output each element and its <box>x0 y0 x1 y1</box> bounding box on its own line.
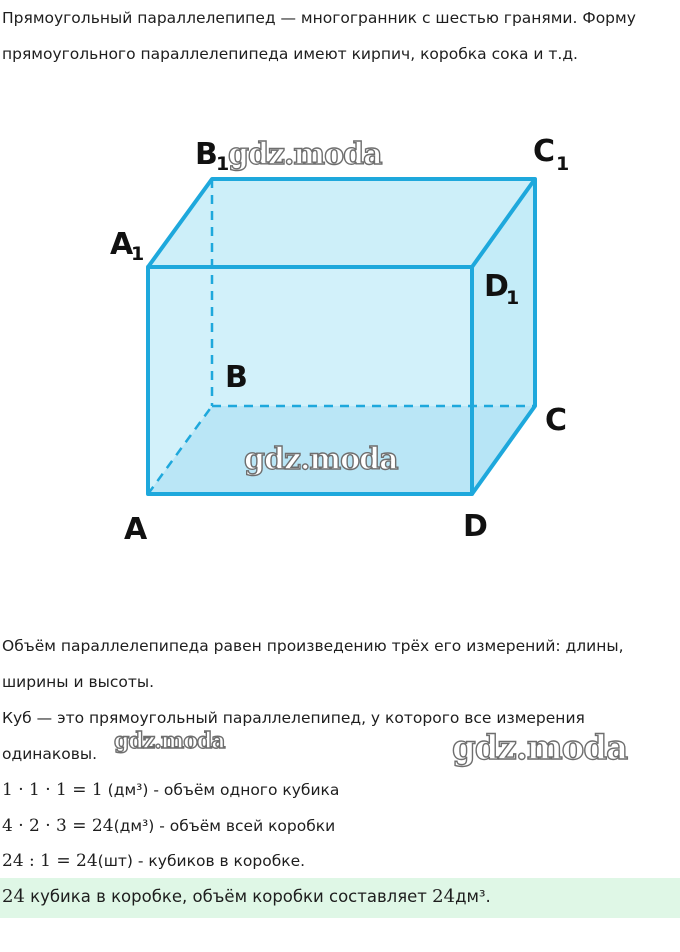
calc-math-3: 24 : 1 = 24 <box>2 851 98 871</box>
calc-math-2: 4 · 2 · 3 = 24 <box>2 816 114 836</box>
calc-row-2 <box>2 816 335 836</box>
intro-line-1: Прямоугольный параллелепипед — многогранник с шестью гранями. Форму <box>2 9 636 27</box>
label-A1-sub: 1 <box>131 243 145 265</box>
watermark-large: gdz.moda <box>452 728 628 768</box>
intro-line-2: прямоугольного параллелепипеда имеют кирпич, коробка сока и т.д. <box>2 45 578 63</box>
cube-line-1: Куб — это прямоугольный параллелепипед, у которого все измерения <box>2 709 585 727</box>
answer-box <box>0 878 680 918</box>
label-D: D <box>463 509 488 544</box>
calc-math-1: 1 · 1 · 1 = 1 <box>2 780 103 800</box>
answer-unit: дм³. <box>455 887 491 906</box>
answer-line <box>2 887 491 907</box>
calc-text-3: (шт) - кубиков в коробке. <box>97 852 306 870</box>
label-D1: D <box>484 269 509 304</box>
label-C: C <box>545 403 568 438</box>
label-D1-sub: 1 <box>506 287 520 309</box>
watermark-small: gdz.moda <box>114 728 225 754</box>
figure-watermark-center: gdz.moda <box>244 442 398 477</box>
answer-value: 24 <box>432 886 456 907</box>
figure-watermark-top: gdz.moda <box>228 137 382 172</box>
calc-text-1: (дм³) - объём одного кубика <box>102 781 340 799</box>
calc-row-1 <box>2 780 339 800</box>
answer-text: кубика в коробке, объём коробки составляет <box>24 887 433 906</box>
label-B1-sub: 1 <box>216 153 230 175</box>
label-C1-sub: 1 <box>556 153 570 175</box>
label-A1: A <box>110 227 134 262</box>
label-C1: C <box>533 134 556 169</box>
parallelepiped-figure <box>0 110 680 570</box>
volume-line-1: Объём параллелепипеда равен произведению трёх его измерений: длины, <box>2 637 624 655</box>
calc-text-2: (дм³) - объём всей коробки <box>113 817 336 835</box>
label-B1: B <box>195 137 218 172</box>
calc-row-3 <box>2 851 305 871</box>
label-B: B <box>225 360 248 395</box>
volume-line-2: ширины и высоты. <box>2 673 155 691</box>
cube-line-2: одинаковы. <box>2 745 98 763</box>
label-A: A <box>124 512 148 547</box>
answer-num: 24 <box>2 886 25 907</box>
top-face <box>148 179 535 267</box>
